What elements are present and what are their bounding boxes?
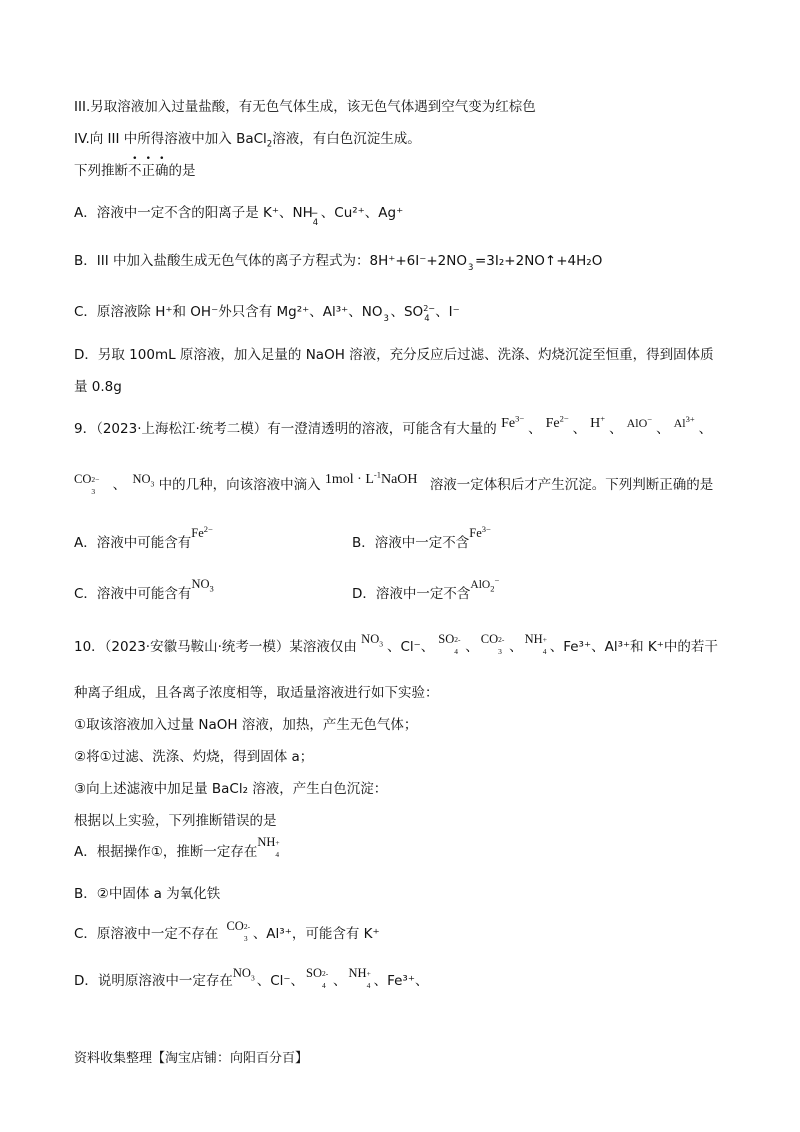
option-8c bbox=[74, 303, 460, 324]
q10-d-ion-so4: SO 2- 4 bbox=[306, 966, 329, 990]
opt-c-text: C．原溶液除 H⁺和 OH⁻外只含有 Mg²⁺、Al³⁺、NO bbox=[74, 304, 383, 320]
q9-ion-fe2: $Fe^{2-}$ bbox=[545, 413, 569, 431]
q9-ion-alo2: AlO− bbox=[626, 414, 653, 430]
opt-a-sub: 4 bbox=[312, 218, 319, 228]
q10-d-ion-nh4: NH + 4 bbox=[348, 966, 371, 990]
q9-stem-line1: 9．（2023·上海松江·统考二模）有一澄清透明的溶液，可能含有大量的 $Fe^{3-}$、 $Fe^{2-}$、 H+、 AlO−、 $Al^{3+}$、 bbox=[74, 413, 713, 437]
option-8b bbox=[74, 252, 603, 273]
q10-option-d: D．说明原溶液中一定存在$NO_3$ 、Cl⁻、 SO 2- 4 、 NH + 4 、Fe³⁺、 bbox=[74, 966, 429, 990]
q10-option-a: A．根据操作①，推断一定存在NH + 4 bbox=[74, 843, 282, 861]
emph-char-3: 确 bbox=[155, 163, 169, 179]
q10-prompt: 根据以上实验，下列推断错误的是 bbox=[74, 813, 277, 829]
q9-option-b: B．溶液中一定不含$Fe^{3-}$ bbox=[352, 523, 491, 551]
q9-a-ion: $Fe^{2-}$ bbox=[191, 523, 213, 540]
q10-ion-so4: SO 2- 4 bbox=[438, 632, 461, 656]
q9-b-ion: $Fe^{3-}$ bbox=[469, 523, 491, 540]
q10-d-ion-no3: $NO_3$ bbox=[232, 966, 255, 983]
opt-c-sub: 3 bbox=[383, 314, 389, 324]
prompt-a: 下列推断 bbox=[74, 163, 128, 179]
opt-c-mid: 、SO bbox=[390, 304, 424, 320]
q9-d-ion: AlO$_2$− bbox=[470, 575, 500, 594]
q9-stem2c: 中的几种，向该溶液中滴入 bbox=[158, 477, 321, 493]
q9-stem1: 9．（2023·上海松江·统考二模）有一澄清透明的溶液，可能含有大量的 bbox=[74, 421, 497, 437]
q10-step3: ③向上述滤液中加足量 BaCl₂ 溶液，产生白色沉淀： bbox=[74, 781, 388, 797]
q9-ion-no3: $NO_3$ bbox=[132, 472, 155, 489]
q9-ion-fe3: $Fe^{3-}$ bbox=[501, 413, 525, 431]
q9-reagent: $1mol \cdot L^{-1}NaOH$ bbox=[324, 469, 418, 487]
option-8a bbox=[74, 204, 404, 228]
option-8d-line2: 量 0.8g bbox=[74, 379, 122, 395]
q10-c-ion: CO 2- 3 bbox=[226, 919, 251, 943]
text-iv-a: IV.向 III 中所得溶液中加入 BaCl bbox=[74, 131, 267, 147]
opt-a-sup: − bbox=[310, 209, 319, 219]
q10-option-b: B．②中固体 a 为氧化铁 bbox=[74, 886, 221, 902]
option-8d-line1: D．另取 100mL 原溶液，加入足量的 NaOH 溶液，充分反应后过滤、洗涤、灼烧沉淀至恒重，得到固体质 bbox=[74, 347, 714, 363]
opt-b-text: B．III 中加入盐酸生成无色气体的离子方程式为：8H⁺+6I⁻+2NO bbox=[74, 253, 467, 269]
q9-ion-co3: CO 2− 3 bbox=[74, 472, 100, 496]
q10-step1: ①取该溶液加入过量 NaOH 溶液，加热，产生无色气体； bbox=[74, 717, 418, 733]
q10-option-c: C．原溶液中一定不存在 CO 2- 3 、Al³⁺，可能含有 K⁺ bbox=[74, 919, 380, 943]
q10-step2: ②将①过滤、洗涤、灼烧，得到固体 a； bbox=[74, 749, 314, 765]
q10-stem-line2: 种离子组成，且各离子浓度相等，取适量溶液进行如下实验： bbox=[74, 685, 439, 701]
q9-stem2d: 溶液一定体积后才产生沉淀。下列判断正确的是 bbox=[429, 477, 714, 493]
q9-c-ion: $NO_3$ bbox=[191, 577, 214, 594]
opt-c-sup: 2− bbox=[423, 304, 435, 313]
q10-ion-no3: $NO_3$ bbox=[361, 632, 383, 649]
q10-stem-line1: 10．（2023·安徽马鞍山·统考一模）某溶液仅由 $NO_3$ 、Cl⁻、 SO 2- 4 、 CO 2- 3 、 NH + 4 、Fe³⁺、Al³⁺和 K⁺中的若干 bbox=[74, 632, 718, 656]
q9-ion-al3: $Al^{3+}$ bbox=[673, 414, 695, 430]
q9-option-d: D．溶液中一定不含AlO$_2$− bbox=[352, 575, 500, 602]
q9-stem-line2: CO 2− 3 、 $NO_3$ 中的几种，向该溶液中滴入 $1mol \cdot L^{-1}NaOH$ 溶液一定体积后才产生沉淀。下列判断正确的是 bbox=[74, 469, 714, 496]
opt-a-rest: 、Cu²⁺、Ag⁺ bbox=[320, 205, 404, 221]
page-footer: 资料收集整理【淘宝店铺：向阳百分百】 bbox=[74, 1051, 309, 1066]
question-prompt bbox=[74, 162, 196, 180]
q9-ion-h: H+ bbox=[590, 413, 606, 431]
opt-c-sub2: 4 bbox=[424, 314, 430, 324]
q10-stem1a: 10．（2023·安徽马鞍山·统考一模）某溶液仅由 bbox=[74, 639, 357, 655]
text-line-iv bbox=[74, 130, 421, 148]
q10-ion-co3: CO 2- 3 bbox=[480, 632, 505, 656]
q9-option-c: C．溶液中可能含有$NO_3$ bbox=[74, 577, 214, 602]
text-iv-c: 溶液，有白色沉淀生成。 bbox=[272, 131, 421, 147]
opt-b-sub: 3 bbox=[468, 263, 474, 273]
q9-option-a: A．溶液中可能含有$Fe^{2-}$ bbox=[74, 523, 213, 551]
opt-c-rest: 、I⁻ bbox=[435, 304, 460, 320]
emph-char-1: 不 bbox=[128, 163, 142, 179]
opt-a-text: A．溶液中一定不含的阳离子是 K⁺、NH bbox=[74, 205, 313, 221]
sub-2: 2 bbox=[266, 139, 273, 150]
q10-ion-nh4: NH + 4 bbox=[524, 632, 547, 656]
opt-b-rest: =3I₂+2NO↑+4H₂O bbox=[475, 253, 603, 269]
q10-a-ion: NH + 4 bbox=[257, 835, 280, 859]
q10-stem1-rest: 、Fe³⁺、Al³⁺和 K⁺中的若干 bbox=[549, 639, 718, 655]
emph-char-2: 正 bbox=[141, 163, 155, 179]
text-line-iii: III.另取溶液加入过量盐酸，有无色气体生成，该无色气体遇到空气变为红棕色 bbox=[74, 99, 536, 115]
prompt-e: 的是 bbox=[168, 163, 196, 179]
